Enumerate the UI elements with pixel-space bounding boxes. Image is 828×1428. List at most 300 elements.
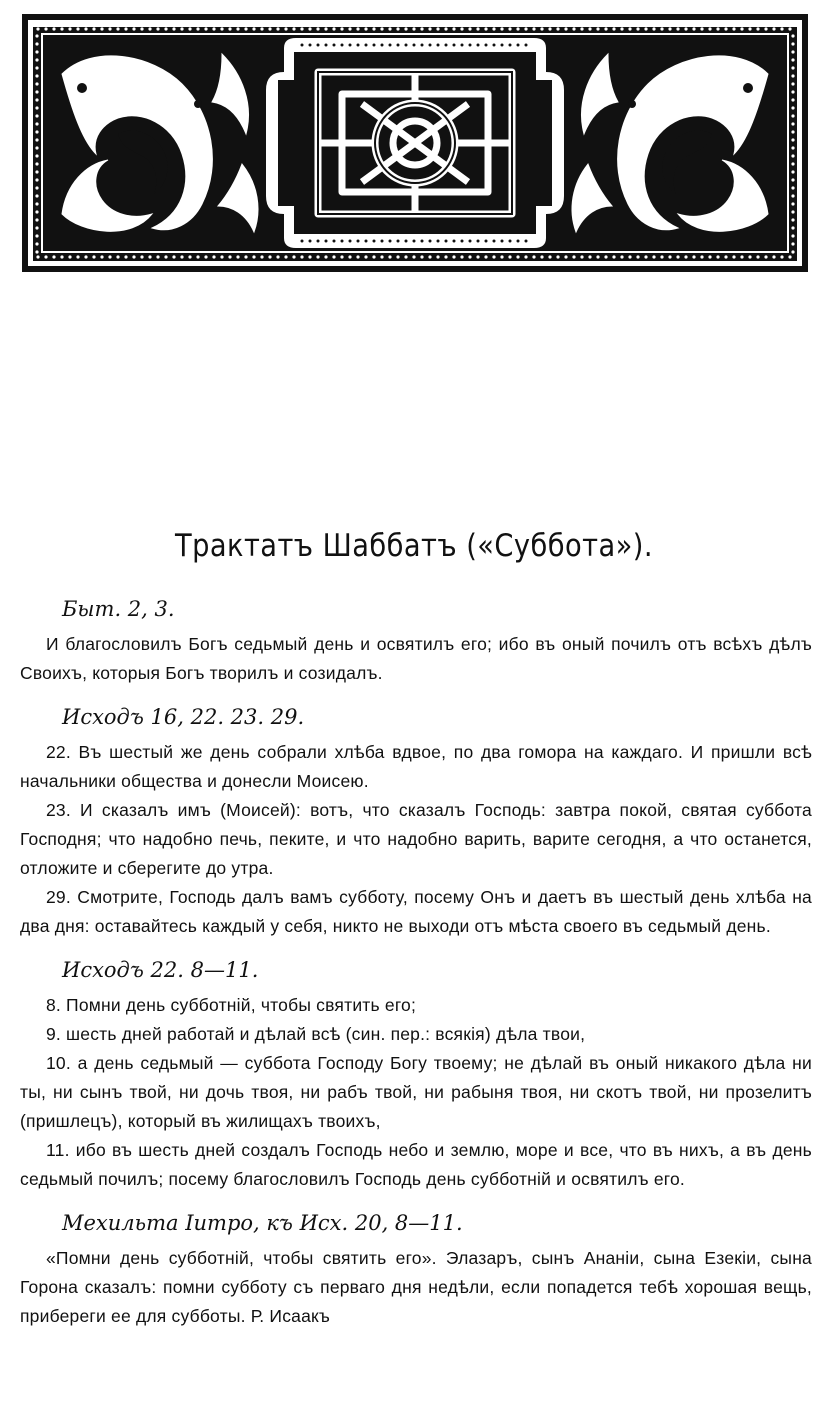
border-dot [260,27,263,30]
border-dot [791,42,794,45]
cartouche-dot [373,240,376,243]
border-dot [791,50,794,53]
border-dot [628,255,631,258]
border-dot [35,106,38,109]
border-dot [35,82,38,85]
scripture-paragraph: И благословилъ Богъ седьмый день и освятилъ его; ибо въ оный почилъ отъ всѣхъ дѣлъ Своихъ, которыя Богъ творилъ и созидалъ. [20,634,812,683]
border-dot [740,255,743,258]
cartouche-dot [309,44,312,47]
border-dot [35,194,38,197]
border-dot [396,27,399,30]
border-dot [172,27,175,30]
border-dot [668,27,671,30]
cartouche-dot [429,44,432,47]
border-dot [700,27,703,30]
border-dot [791,58,794,61]
border-dot [628,27,631,30]
border-dot [620,27,623,30]
scripture-paragraph: 11. ибо въ шесть дней создалъ Господь небо и землю, море и все, что въ нихъ, а въ день седьмый почилъ; посему благословилъ Господь день субботній и освятилъ его. [20,1140,812,1189]
border-dot [524,27,527,30]
cartouche-dot [365,44,368,47]
border-dot [220,27,223,30]
border-dot [756,255,759,258]
border-dot [791,138,794,141]
border-dot [35,202,38,205]
border-dot [76,255,79,258]
border-dot [404,255,407,258]
border-dot [404,27,407,30]
section-reference: Исходъ 22. 8—11. [62,958,259,982]
border-dot [84,27,87,30]
border-dot [791,130,794,133]
border-dot [35,226,38,229]
border-dot [791,186,794,189]
border-dot [324,27,327,30]
border-dot [140,255,143,258]
cartouche-dot [381,240,384,243]
border-dot [35,42,38,45]
cartouche-dot [349,44,352,47]
border-dot [300,255,303,258]
border-dot [716,27,719,30]
border-dot [92,27,95,30]
border-dot [668,255,671,258]
cartouche-dot [461,240,464,243]
cartouche-dot [485,44,488,47]
cartouche-dot [333,44,336,47]
cartouche-dot [493,240,496,243]
border-dot [332,27,335,30]
document-body [20,594,812,1331]
cartouche-dot [445,44,448,47]
border-dot [364,27,367,30]
border-dot [180,27,183,30]
border-dot [548,255,551,258]
border-dot [791,90,794,93]
cartouche-dot [509,44,512,47]
border-dot [284,27,287,30]
border-dot [156,255,159,258]
border-dot [716,255,719,258]
border-dot [260,255,263,258]
cartouche-dot [421,240,424,243]
border-dot [764,255,767,258]
section-reference: Быт. 2, 3. [62,597,175,621]
border-dot [791,218,794,221]
border-dot [791,66,794,69]
border-dot [356,255,359,258]
border-dot [156,27,159,30]
border-dot [180,255,183,258]
border-dot [324,255,327,258]
border-dot [244,27,247,30]
cartouche-dot [453,240,456,243]
cartouche-dot [373,44,376,47]
border-dot [791,234,794,237]
cartouche-dot [389,44,392,47]
section-reference: Исходъ 16, 22. 23. 29. [62,705,305,729]
cartouche-dot [349,240,352,243]
border-dot [35,218,38,221]
border-dot [52,255,55,258]
border-dot [791,202,794,205]
border-dot [788,27,791,30]
border-dot [420,27,423,30]
border-dot [35,186,38,189]
cartouche-dot [485,240,488,243]
border-dot [636,27,639,30]
border-dot [236,255,239,258]
border-dot [388,255,391,258]
border-dot [252,255,255,258]
cartouche-dot [309,240,312,243]
border-dot [484,27,487,30]
border-dot [791,250,794,253]
border-dot [460,27,463,30]
border-dot [84,255,87,258]
border-dot [580,27,583,30]
border-dot [35,234,38,237]
border-dot [35,138,38,141]
border-dot [35,162,38,165]
cartouche-dot [357,44,360,47]
border-dot [468,27,471,30]
border-dot [444,27,447,30]
cartouche-dot [301,44,304,47]
border-dot [764,27,767,30]
border-dot [196,27,199,30]
border-dot [420,255,423,258]
border-dot [791,146,794,149]
border-dot [212,255,215,258]
cartouche-dot [501,44,504,47]
scripture-paragraph: 9. шесть дней работай и дѣлай всѣ (син. пер.: всякія) дѣла твои, [46,1024,586,1044]
border-dot [188,27,191,30]
border-dot [748,255,751,258]
border-dot [140,27,143,30]
border-dot [596,27,599,30]
border-dot [692,27,695,30]
border-dot [516,27,519,30]
border-dot [356,27,359,30]
scripture-paragraph: «Помни день субботній, чтобы святить его». Элазаръ, сынъ Ананіи, сына Езекіи, сына Горона сказалъ: помни субботу съ перваго дня недѣли, если попадется тебѣ хорошая вещь, прибереги ее для субботы. Р. Исаакъ [20,1248,812,1326]
header-ornament-icon [22,14,808,272]
border-dot [308,27,311,30]
cartouche-dot [477,240,480,243]
cartouche-dot [301,240,304,243]
border-dot [300,27,303,30]
border-dot [316,255,319,258]
border-dot [516,255,519,258]
border-dot [348,27,351,30]
border-dot [772,255,775,258]
scripture-paragraph: 10. а день седьмый — суббота Господу Богу твоему; не дѣлай въ оный никакого дѣла ни ты, ни сынъ твой, ни дочь твоя, ни рабъ твой, ни рабыня твоя, ни скотъ твой, ни прозелитъ (пришлецъ), который въ жилищахъ твоихъ, [20,1053,812,1131]
border-dot [36,255,39,258]
cartouche-dot [405,240,408,243]
border-dot [35,58,38,61]
border-dot [148,27,151,30]
border-dot [220,255,223,258]
border-dot [791,114,794,117]
border-dot [380,255,383,258]
border-dot [35,50,38,53]
border-dot [684,27,687,30]
border-dot [748,27,751,30]
border-dot [236,27,239,30]
border-dot [252,27,255,30]
border-dot [460,255,463,258]
cartouche-dot [445,240,448,243]
border-dot [436,255,439,258]
cartouche-dot [317,44,320,47]
cartouche-dot [429,240,432,243]
border-dot [35,66,38,69]
border-dot [308,255,311,258]
cartouche-dot [357,240,360,243]
scripture-paragraph: 22. Въ шестый же день собрали хлѣба вдвое, по два гомора на каждаго. И пришли всѣ начальники общества и донесли Моисею. [20,742,812,791]
border-dot [204,27,207,30]
cartouche-dot [413,44,416,47]
border-dot [660,27,663,30]
border-dot [791,154,794,157]
border-dot [108,27,111,30]
border-dot [444,255,447,258]
border-dot [791,106,794,109]
border-dot [116,27,119,30]
border-dot [791,74,794,77]
border-dot [35,74,38,77]
cartouche-dot [493,44,496,47]
border-dot [676,27,679,30]
border-dot [588,255,591,258]
scripture-paragraph: 23. И сказалъ имъ (Моисей): вотъ, что сказалъ Господь: завтра покой, святая суббота Господня; что надобно печь, пеките, и что надобно варить, варите сегодня, а что останется, отложите и сберегите до утра. [20,800,812,878]
border-dot [412,27,415,30]
border-dot [340,27,343,30]
border-dot [212,27,215,30]
border-dot [284,255,287,258]
border-dot [612,255,615,258]
border-dot [532,255,535,258]
border-dot [572,27,575,30]
border-dot [228,27,231,30]
border-dot [164,255,167,258]
border-dot [652,27,655,30]
border-dot [508,27,511,30]
border-dot [500,255,503,258]
border-dot [572,255,575,258]
border-dot [35,146,38,149]
border-dot [492,27,495,30]
border-dot [644,27,647,30]
cartouche-dot [317,240,320,243]
border-dot [476,27,479,30]
border-dot [412,255,415,258]
cartouche-dot [517,240,520,243]
border-dot [740,27,743,30]
border-dot [292,27,295,30]
cartouche-dot [341,44,344,47]
border-dot [652,255,655,258]
border-dot [636,255,639,258]
cartouche-dot [365,240,368,243]
cartouche-dot [413,240,416,243]
cartouche-dot [469,44,472,47]
border-dot [500,27,503,30]
cartouche-dot [397,44,400,47]
border-dot [44,27,47,30]
border-dot [532,27,535,30]
cartouche-dot [525,240,528,243]
border-dot [524,255,527,258]
border-dot [348,255,351,258]
border-dot [540,255,543,258]
border-dot [36,27,39,30]
border-dot [436,27,439,30]
border-dot [35,122,38,125]
border-dot [492,255,495,258]
border-dot [35,34,38,37]
border-dot [108,255,111,258]
border-dot [596,255,599,258]
cartouche-dot [477,44,480,47]
border-dot [508,255,511,258]
border-dot [604,255,607,258]
border-dot [380,27,383,30]
border-dot [35,178,38,181]
border-dot [620,255,623,258]
page-title: Трактатъ Шаббатъ («Суббота»). [175,528,653,564]
border-dot [756,27,759,30]
cartouche-dot [469,240,472,243]
border-dot [35,114,38,117]
border-dot [724,27,727,30]
border-dot [428,27,431,30]
border-dot [564,27,567,30]
border-dot [116,255,119,258]
section-reference: Мехильта Іитро, къ Исх. 20, 8—11. [62,1211,463,1235]
border-dot [612,27,615,30]
border-dot [708,27,711,30]
border-dot [692,255,695,258]
border-dot [35,242,38,245]
border-dot [35,250,38,253]
border-dot [791,210,794,213]
border-dot [780,27,783,30]
border-dot [148,255,151,258]
border-dot [276,27,279,30]
border-dot [388,27,391,30]
cartouche-dot [333,240,336,243]
border-dot [372,255,375,258]
border-dot [580,255,583,258]
border-dot [196,255,199,258]
border-dot [276,255,279,258]
border-dot [484,255,487,258]
cartouche-dot [325,44,328,47]
border-dot [364,255,367,258]
border-dot [732,255,735,258]
border-dot [35,210,38,213]
dotted-border-top [33,25,797,27]
border-dot [35,98,38,101]
cartouche-dot [421,44,424,47]
border-dot [676,255,679,258]
border-dot [332,255,335,258]
border-dot [644,255,647,258]
border-dot [68,27,71,30]
border-dot [428,255,431,258]
border-dot [52,27,55,30]
border-dot [76,27,79,30]
border-dot [188,255,191,258]
border-dot [724,255,727,258]
border-dot [791,178,794,181]
border-dot [340,255,343,258]
scripture-paragraph: 29. Смотрите, Господь далъ вамъ субботу, посему Онъ и даетъ въ шестый день хлѣба на два дня: оставайтесь каждый у себя, никто не выходи отъ мѣста своего въ седьмый день. [20,887,812,936]
cartouche-dot [437,44,440,47]
border-dot [556,255,559,258]
border-dot [604,27,607,30]
cartouche-dot [381,44,384,47]
border-dot [316,27,319,30]
border-dot [708,255,711,258]
border-dot [100,255,103,258]
border-dot [791,170,794,173]
border-dot [372,27,375,30]
border-dot [700,255,703,258]
scripture-paragraph: 8. Помни день субботній, чтобы святить его; [46,995,417,1015]
border-dot [452,255,455,258]
border-dot [132,27,135,30]
border-dot [564,255,567,258]
border-dot [204,255,207,258]
border-dot [268,27,271,30]
border-dot [244,255,247,258]
border-dot [396,255,399,258]
border-dot [540,27,543,30]
border-dot [44,255,47,258]
border-dot [60,255,63,258]
border-dot [268,255,271,258]
border-dot [476,255,479,258]
cartouche-dot [405,44,408,47]
border-dot [124,255,127,258]
border-dot [684,255,687,258]
border-dot [35,170,38,173]
border-dot [660,255,663,258]
border-dot [791,226,794,229]
border-dot [452,27,455,30]
border-dot [588,27,591,30]
border-dot [292,255,295,258]
border-dot [68,255,71,258]
border-dot [791,98,794,101]
border-dot [791,122,794,125]
cartouche-dot [389,240,392,243]
border-dot [791,34,794,37]
cartouche-dot [501,240,504,243]
border-dot [228,255,231,258]
cartouche-dot [437,240,440,243]
border-dot [100,27,103,30]
border-dot [164,27,167,30]
border-dot [791,82,794,85]
border-dot [780,255,783,258]
border-dot [791,194,794,197]
border-dot [35,90,38,93]
border-dot [124,27,127,30]
border-dot [132,255,135,258]
